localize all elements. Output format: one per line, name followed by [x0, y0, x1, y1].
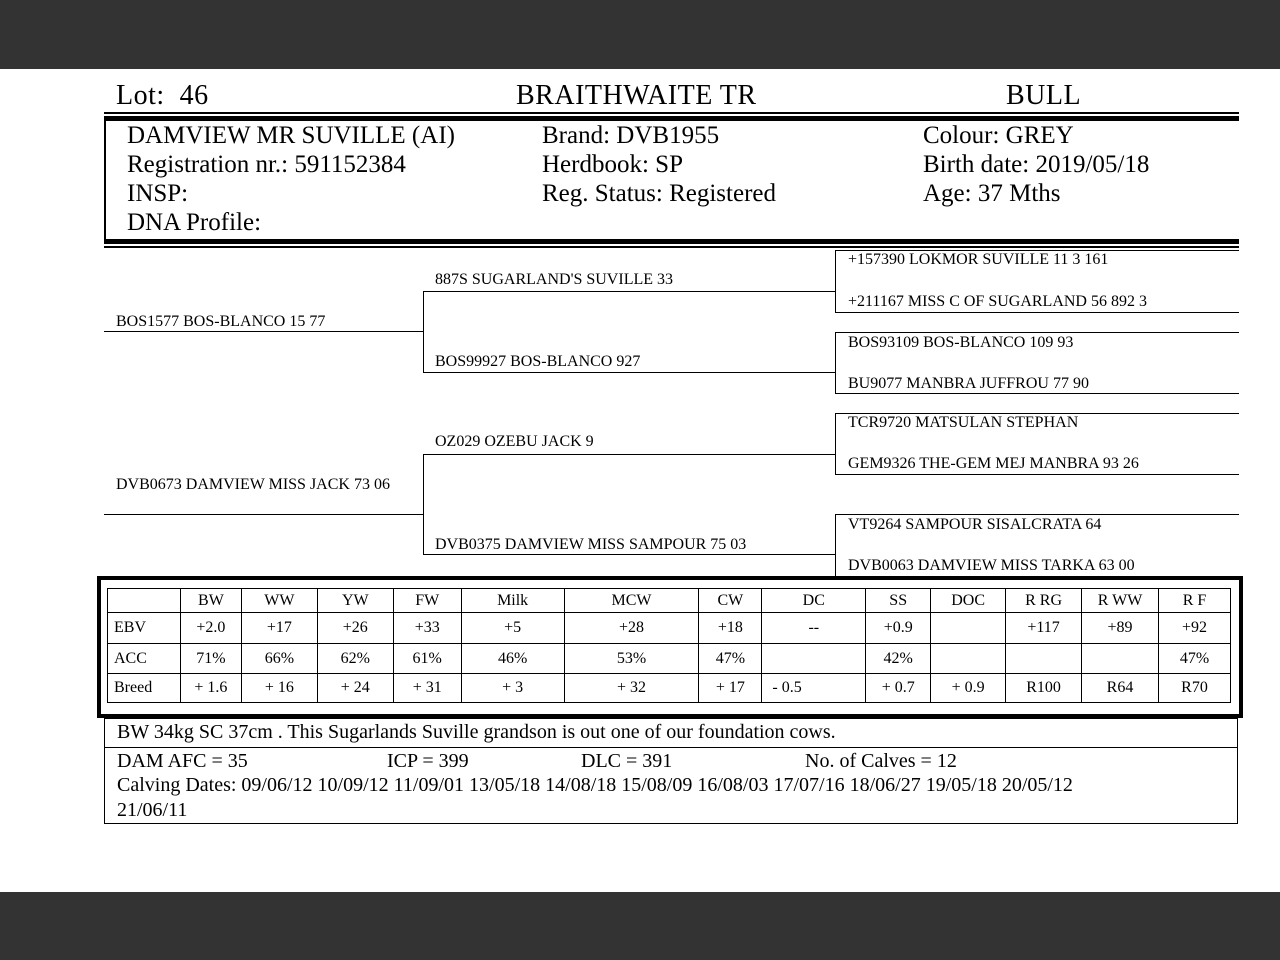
ebv-row — [108, 613, 1231, 644]
pedigree-ggp-6: GEM9326 THE-GEM MEJ MANBRA 93 26 — [848, 455, 1139, 472]
lot-number: 46 — [179, 80, 209, 111]
ebv-header-cell: YW — [317, 589, 393, 613]
ebv-header-cell: WW — [241, 589, 317, 613]
lot-label — [116, 80, 209, 112]
dam-dlc: DLC = 391 — [581, 750, 673, 772]
pedigree-line — [835, 514, 1239, 515]
ebv-row-label: EBV — [108, 613, 181, 644]
owner-name: BRAITHWAITE TR — [516, 80, 757, 111]
ebv-cell: +18 — [699, 613, 762, 644]
ebv-cell: +28 — [564, 613, 699, 644]
lot-label-text: Lot: — [116, 80, 165, 111]
ebv-cell: + 24 — [317, 674, 393, 703]
ebv-header-cell: CW — [699, 589, 762, 613]
header-rule-thick — [104, 116, 1239, 121]
brand: Brand: DVB1955 — [542, 122, 720, 149]
ebv-cell: 42% — [866, 644, 931, 674]
ebv-header-cell — [108, 589, 181, 613]
registration-number: Registration nr.: 591152384 — [127, 151, 406, 178]
pedigree-line — [104, 331, 424, 332]
pedigree-ggp-5: TCR9720 MATSULAN STEPHAN — [848, 414, 1079, 431]
header-rule-thin — [104, 112, 1239, 114]
ebv-cell: 66% — [241, 644, 317, 674]
remarks-box — [104, 718, 1238, 748]
ebv-header-row — [108, 589, 1231, 613]
ebv-cell: 53% — [564, 644, 699, 674]
info-rule-thick — [104, 239, 1239, 244]
ebv-row-label: ACC — [108, 644, 181, 674]
pedigree-line — [835, 312, 1239, 313]
pedigree-sire-dam: BOS99927 BOS-BLANCO 927 — [435, 353, 641, 370]
ebv-header-cell: R WW — [1082, 589, 1159, 613]
pedigree-line — [423, 372, 836, 373]
animal-name: DAMVIEW MR SUVILLE (AI) — [127, 122, 455, 149]
ebv-cell: - 0.5 — [762, 674, 866, 703]
pedigree-line — [835, 393, 1239, 394]
ebv-cell: +92 — [1158, 613, 1230, 644]
ebv-cell: 62% — [317, 644, 393, 674]
pedigree-ggp-4: BU9077 MANBRA JUFFROU 77 90 — [848, 375, 1089, 392]
dam-calves-count: No. of Calves = 12 — [805, 750, 957, 772]
ebv-cell: + 32 — [564, 674, 699, 703]
ebv-cell: + 17 — [699, 674, 762, 703]
ebv-cell: +0.9 — [866, 613, 931, 644]
ebv-cell: R100 — [1006, 674, 1082, 703]
ebv-header-cell: BW — [180, 589, 241, 613]
pedigree-line — [104, 514, 424, 515]
ebv-cell: + 3 — [461, 674, 564, 703]
dam-icp: ICP = 399 — [387, 750, 469, 772]
ebv-cell — [762, 644, 866, 674]
sex-label: BULL — [1006, 80, 1082, 111]
ebv-cell: 61% — [393, 644, 461, 674]
ebv-header-cell: R F — [1158, 589, 1230, 613]
colour: Colour: GREY — [923, 122, 1074, 149]
age: Age: 37 Mths — [923, 180, 1061, 207]
dam-info-box — [104, 747, 1238, 824]
pedigree-ggp-1: +157390 LOKMOR SUVILLE 11 3 161 — [848, 251, 1109, 268]
pedigree-line — [835, 332, 1239, 333]
pedigree-line — [835, 250, 1239, 251]
bottom-dark-bar — [0, 892, 1280, 960]
breed-row — [108, 674, 1231, 703]
ebv-cell: -- — [762, 613, 866, 644]
pedigree-ggp-3: BOS93109 BOS-BLANCO 109 93 — [848, 334, 1074, 351]
acc-row — [108, 644, 1231, 674]
ebv-cell: +2.0 — [180, 613, 241, 644]
ebv-cell: + 0.9 — [931, 674, 1006, 703]
ebv-header-cell: R RG — [1006, 589, 1082, 613]
ebv-cell: +26 — [317, 613, 393, 644]
pedigree-sire: BOS1577 BOS-BLANCO 15 77 — [116, 313, 326, 330]
pedigree-dam: DVB0673 DAMVIEW MISS JACK 73 06 — [116, 476, 390, 493]
pedigree-line — [835, 474, 1239, 475]
ebv-cell: +5 — [461, 613, 564, 644]
ebv-header-cell: FW — [393, 589, 461, 613]
ebv-header-cell: DC — [762, 589, 866, 613]
pedigree-line — [423, 454, 424, 555]
calving-dates-continued: 21/06/11 — [117, 799, 188, 821]
herdbook: Herdbook: SP — [542, 151, 683, 178]
pedigree-ggp-8: DVB0063 DAMVIEW MISS TARKA 63 00 — [848, 557, 1135, 574]
info-rule-thin — [104, 246, 1239, 248]
registration-status: Reg. Status: Registered — [542, 180, 776, 207]
ebv-cell: +33 — [393, 613, 461, 644]
ebv-table — [107, 588, 1231, 703]
remarks-text: BW 34kg SC 37cm . This Sugarlands Suville grandson is out one of our foundation cows. — [117, 721, 836, 743]
ebv-cell: +117 — [1006, 613, 1082, 644]
pedigree-line — [835, 413, 836, 475]
pedigree-dam-sire: OZ029 OZEBU JACK 9 — [435, 433, 594, 450]
pedigree-line — [835, 514, 836, 578]
ebv-cell: 71% — [180, 644, 241, 674]
ebv-cell: + 16 — [241, 674, 317, 703]
ebv-cell: + 31 — [393, 674, 461, 703]
ebv-cell: +17 — [241, 613, 317, 644]
birth-date: Birth date: 2019/05/18 — [923, 151, 1150, 178]
dna-profile-label: DNA Profile: — [127, 209, 262, 236]
pedigree-line — [423, 554, 836, 555]
pedigree-ggp-2: +211167 MISS C OF SUGARLAND 56 892 3 — [848, 293, 1147, 310]
ebv-cell: +89 — [1082, 613, 1159, 644]
ebv-cell — [931, 613, 1006, 644]
ebv-header-cell: SS — [866, 589, 931, 613]
ebv-cell: R70 — [1158, 674, 1230, 703]
ebv-cell: 47% — [1158, 644, 1230, 674]
ebv-header-cell: Milk — [461, 589, 564, 613]
pedigree-dam-dam: DVB0375 DAMVIEW MISS SAMPOUR 75 03 — [435, 536, 747, 553]
ebv-cell — [1006, 644, 1082, 674]
top-dark-bar — [0, 0, 1280, 69]
pedigree-line — [835, 413, 1239, 414]
ebv-cell: 46% — [461, 644, 564, 674]
pedigree-ggp-7: VT9264 SAMPOUR SISALCRATA 64 — [848, 516, 1102, 533]
insp-label: INSP: — [127, 180, 189, 207]
ebv-cell — [931, 644, 1006, 674]
ebv-cell: + 1.6 — [180, 674, 241, 703]
pedigree-line — [835, 332, 836, 394]
pedigree-line — [423, 291, 836, 292]
ebv-cell: + 0.7 — [866, 674, 931, 703]
ebv-row-label: Breed — [108, 674, 181, 703]
pedigree-line — [423, 454, 836, 455]
ebv-cell: 47% — [699, 644, 762, 674]
pedigree-sire-sire: 887S SUGARLAND'S SUVILLE 33 — [435, 271, 674, 288]
ebv-header-cell: DOC — [931, 589, 1006, 613]
ebv-cell — [1082, 644, 1159, 674]
pedigree-line — [423, 291, 424, 373]
info-left-border — [104, 116, 106, 244]
ebv-cell: R64 — [1082, 674, 1159, 703]
dam-afc: DAM AFC = 35 — [117, 750, 248, 772]
ebv-header-cell: MCW — [564, 589, 699, 613]
pedigree-line — [835, 250, 836, 312]
calving-dates: Calving Dates: 09/06/12 10/09/12 11/09/01 13/05/18 14/08/18 15/08/09 16/08/03 17/07/16 18/06/27 19/05/18 20/05/12 — [117, 774, 1073, 796]
